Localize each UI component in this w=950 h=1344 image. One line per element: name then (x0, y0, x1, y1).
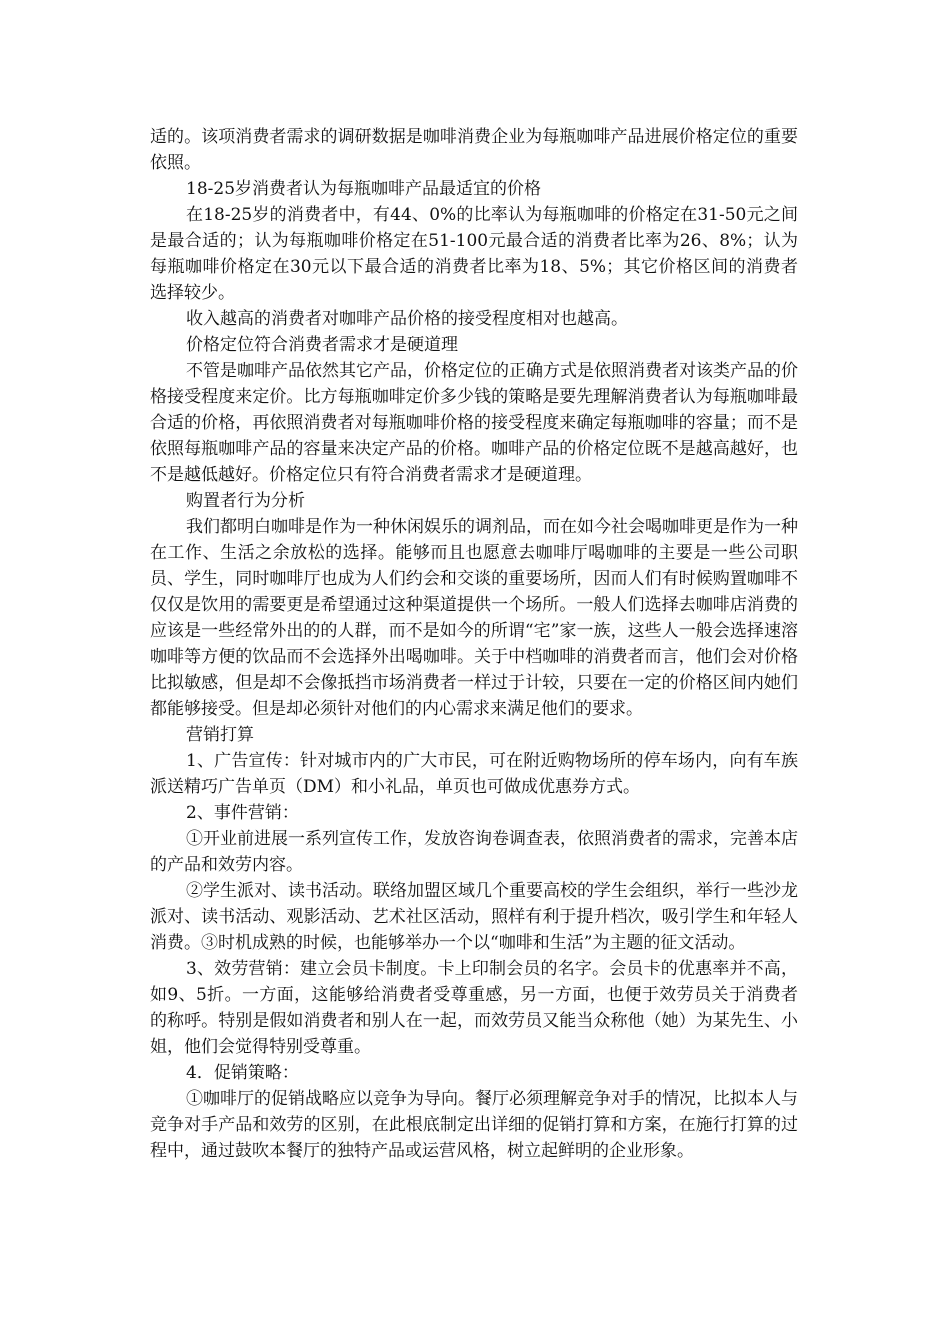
paragraph-promotion-1: ①咖啡厅的促销战略应以竞争为导向。餐厅必须理解竞争对手的情况，比拟本人与竞争对手产品和效劳的区别，在此根底制定出详细的促销打算和方案，在施行打算的过程中，通过鼓吹本餐厅的独特产品或运营风格，树立起鲜明的企业形象。 (150, 1089, 798, 1161)
document-body (150, 124, 798, 1164)
heading-age-price: 18-25岁消费者认为每瓶咖啡产品最适宜的价格 (186, 179, 542, 199)
paragraph-income: 收入越高的消费者对咖啡产品价格的接受程度相对也越高。 (186, 309, 628, 329)
heading-price-positioning: 价格定位符合消费者需求才是硬道理 (186, 335, 458, 355)
paragraph-event-1: ①开业前进展一系列宣传工作，发放咨询卷调查表，依照消费者的需求，完善本店的产品和效劳内容。 (150, 829, 798, 875)
heading-marketing-plan: 营销打算 (186, 725, 254, 745)
paragraph-buyer-behavior: 我们都明白咖啡是作为一种休闲娱乐的调剂品，而在如今社会喝咖啡更是作为一种在工作、生活之余放松的选择。能够而且也愿意去咖啡厅喝咖啡的主要是一些公司职员、学生，同时咖啡厅也成为人们约会和交谈的重要场所，因而人们有时候购置咖啡不仅仅是饮用的需要更是希望通过这种渠道提供一个场所。一般人们选择去咖啡店消费的应该是一些经常外出的的人群，而不是如今的所谓“宅”家一族，这些人一般会选择速溶咖啡等方便的饮品而不会选择外出喝咖啡。关于中档咖啡的消费者而言，他们会对价格比拟敏感，但是却不会像抵挡市场消费者一样过于计较，只要在一定的价格区间内她们都能够接受。但是却必须针对他们的内心需求来满足他们的要求。 (150, 517, 798, 719)
paragraph-advertising: 1、广告宣传：针对城市内的广大市民，可在附近购物场所的停车场内，向有车族派送精巧广告单页（DM）和小礼品，单页也可做成优惠券方式。 (150, 751, 798, 797)
paragraph-event-2: ②学生派对、读书活动。联络加盟区域几个重要高校的学生会组织，举行一些沙龙派对、读书活动、观影活动、艺术社区活动，照样有利于提升档次，吸引学生和年轻人消费。③时机成熟的时候，也能够举办一个以“咖啡和生活”为主题的征文活动。 (150, 881, 798, 953)
paragraph-service-marketing: 3、效劳营销：建立会员卡制度。卡上印制会员的名字。会员卡的优惠率并不高，如9、5折。一方面，这能够给消费者受尊重感，另一方面，也便于效劳员关于消费者的称呼。特别是假如消费者和别人在一起，而效劳员又能当众称他（她）为某先生、小姐，他们会觉得特别受尊重。 (150, 959, 798, 1057)
paragraph-age-price: 在18-25岁的消费者中，有44、0%的比率认为每瓶咖啡的价格定在31-50元之间是最合适的；认为每瓶咖啡价格定在51-100元最合适的消费者比率为26、8%；认为每瓶咖啡价格定在30元以下最合适的消费者比率为18、5%；其它价格区间的消费者选择较少。 (150, 205, 798, 303)
paragraph-price-positioning: 不管是咖啡产品依然其它产品，价格定位的正确方式是依照消费者对该类产品的价格接受程度来定价。比方每瓶咖啡定价多少钱的策略是要先理解消费者认为每瓶咖啡最合适的价格，再依照消费者对每瓶咖啡价格的接受程度来确定每瓶咖啡的容量；而不是依照每瓶咖啡产品的容量来决定产品的价格。咖啡产品的价格定位既不是越高越好，也不是越低越好。价格定位只有符合消费者需求才是硬道理。 (150, 361, 798, 485)
heading-event-marketing: 2、事件营销： (186, 803, 299, 823)
heading-promotion-strategy: 4．促销策略： (186, 1063, 299, 1083)
paragraph-continuation: 适的。该项消费者需求的调研数据是咖啡消费企业为每瓶咖啡产品进展价格定位的重要依照。 (150, 127, 798, 173)
heading-buyer-behavior: 购置者行为分析 (186, 491, 305, 511)
